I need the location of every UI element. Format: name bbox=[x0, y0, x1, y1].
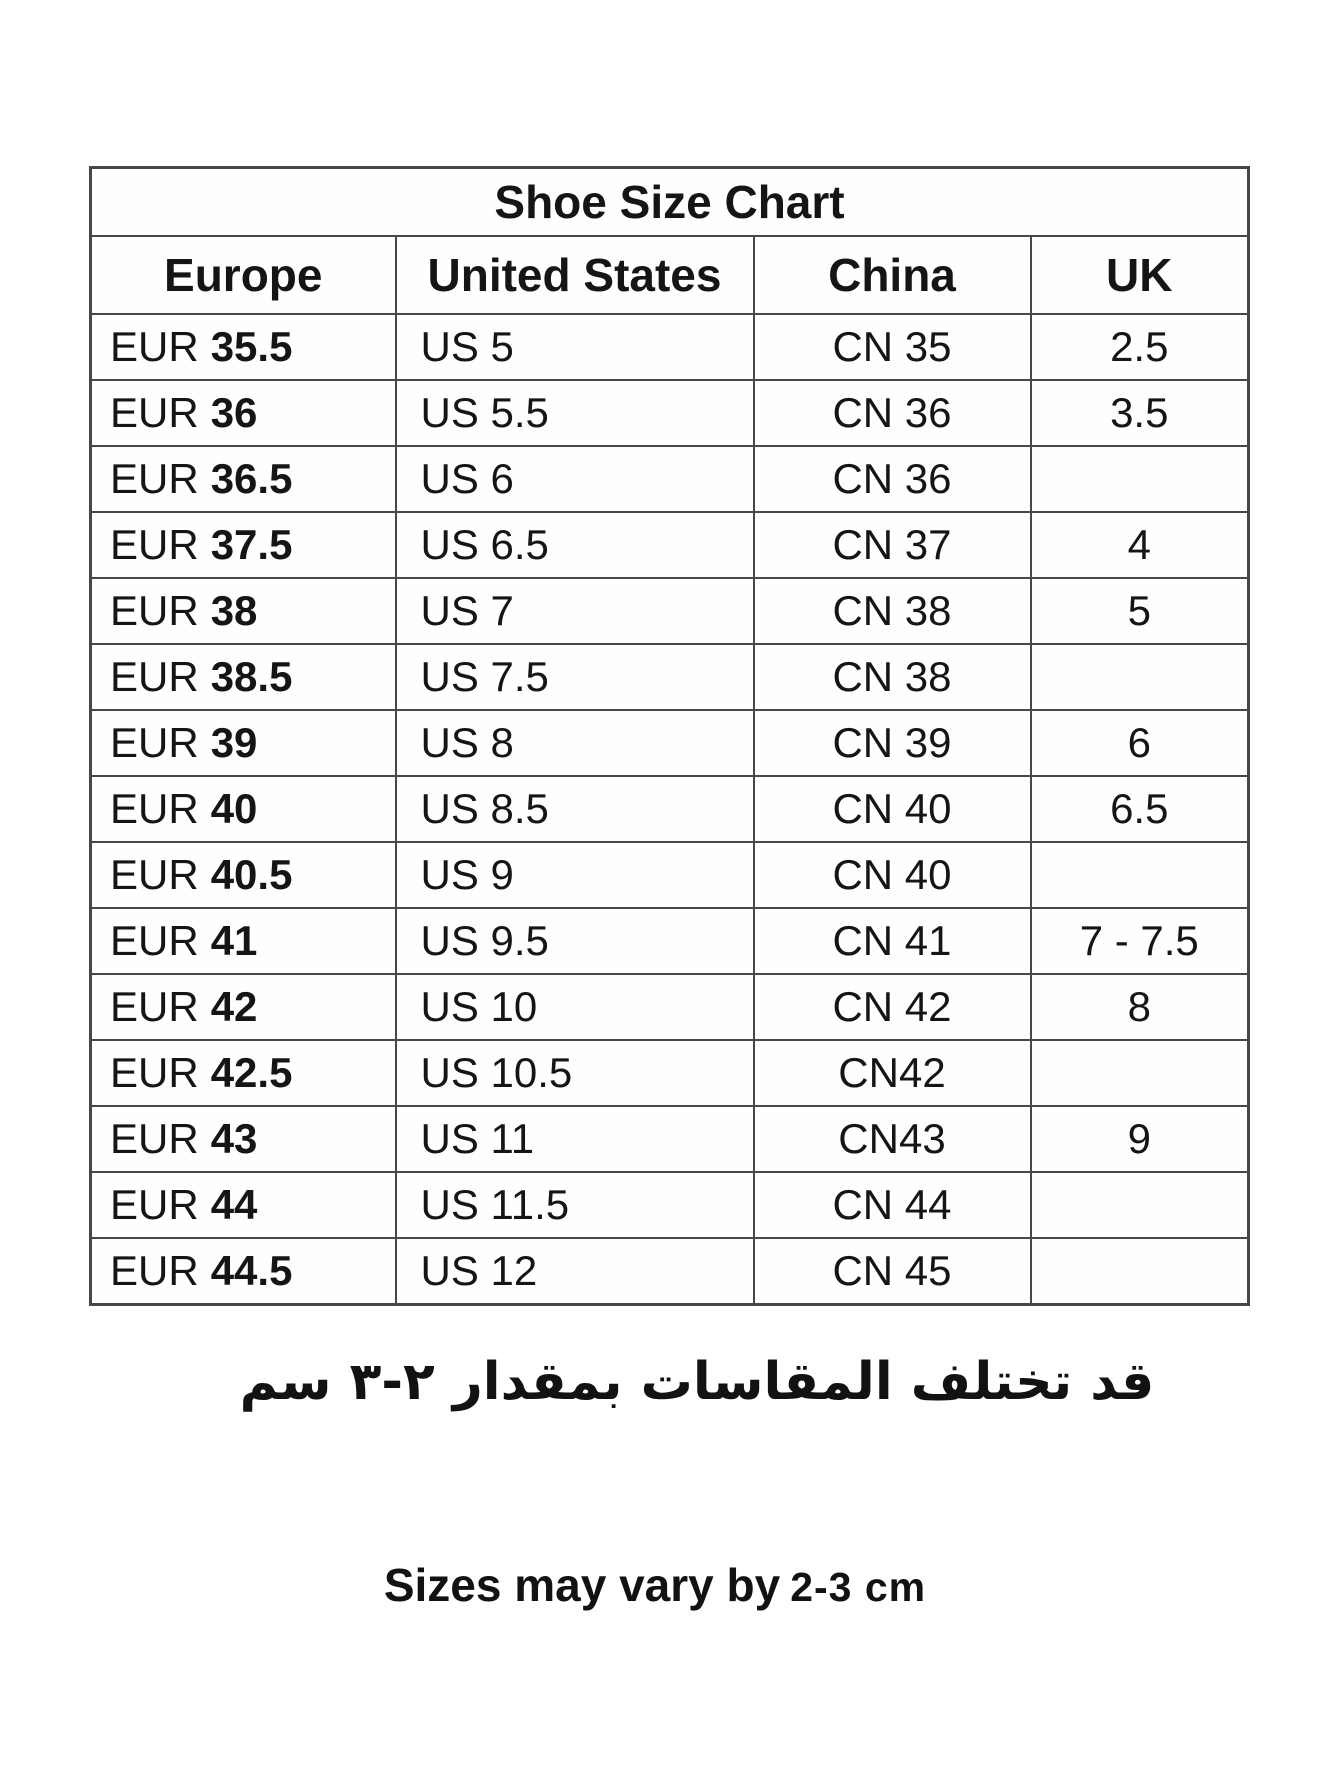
europe-size-value: 36 bbox=[210, 389, 258, 436]
europe-size-value: 44 bbox=[210, 1181, 258, 1228]
europe-size-value: 35.5 bbox=[210, 323, 293, 370]
note-english-value: 2-3 cm bbox=[790, 1564, 927, 1610]
table-row bbox=[91, 908, 1249, 974]
europe-size-value: 36.5 bbox=[210, 455, 293, 502]
table-row bbox=[91, 446, 1249, 512]
europe-size-cell bbox=[91, 380, 396, 446]
uk-size-cell: 2.5 bbox=[1031, 314, 1249, 380]
note-english-lead: Sizes may vary by bbox=[383, 1559, 781, 1611]
china-size-cell: CN 44 bbox=[754, 1172, 1031, 1238]
europe-size-value: 40.5 bbox=[210, 851, 293, 898]
europe-size-cell bbox=[91, 314, 396, 380]
us-size-cell: US 7.5 bbox=[396, 644, 754, 710]
uk-size-cell bbox=[1031, 842, 1249, 908]
europe-size-prefix: EUR bbox=[110, 917, 199, 964]
china-size-cell: CN 38 bbox=[754, 644, 1031, 710]
china-size-cell: CN 45 bbox=[754, 1238, 1031, 1305]
table-title: Shoe Size Chart bbox=[91, 168, 1249, 237]
europe-size-cell bbox=[91, 1106, 396, 1172]
europe-size-prefix: EUR bbox=[110, 521, 199, 568]
column-header-china: China bbox=[754, 236, 1031, 314]
europe-size-cell bbox=[91, 1172, 396, 1238]
us-size-cell: US 8.5 bbox=[396, 776, 754, 842]
shoe-size-table bbox=[89, 166, 1250, 1306]
table-header-row bbox=[91, 236, 1249, 314]
europe-size-prefix: EUR bbox=[110, 1247, 199, 1294]
table-row bbox=[91, 578, 1249, 644]
europe-size-prefix: EUR bbox=[110, 983, 199, 1030]
uk-size-cell bbox=[1031, 446, 1249, 512]
table-row bbox=[91, 776, 1249, 842]
table-row bbox=[91, 512, 1249, 578]
china-size-cell: CN 38 bbox=[754, 578, 1031, 644]
us-size-cell: US 11.5 bbox=[396, 1172, 754, 1238]
table-row bbox=[91, 380, 1249, 446]
europe-size-value: 43 bbox=[210, 1115, 258, 1162]
table-row bbox=[91, 1172, 1249, 1238]
us-size-cell: US 6.5 bbox=[396, 512, 754, 578]
table-row bbox=[91, 1106, 1249, 1172]
us-size-cell: US 8 bbox=[396, 710, 754, 776]
europe-size-value: 42 bbox=[210, 983, 258, 1030]
china-size-cell: CN 41 bbox=[754, 908, 1031, 974]
us-size-cell: US 11 bbox=[396, 1106, 754, 1172]
table-row bbox=[91, 1238, 1249, 1305]
europe-size-cell bbox=[91, 776, 396, 842]
europe-size-prefix: EUR bbox=[110, 455, 199, 502]
note-english bbox=[0, 1558, 1325, 1612]
europe-size-cell bbox=[91, 644, 396, 710]
uk-size-cell bbox=[1031, 1040, 1249, 1106]
table-title-row bbox=[91, 168, 1249, 237]
china-size-cell: CN 36 bbox=[754, 380, 1031, 446]
china-size-cell: CN 35 bbox=[754, 314, 1031, 380]
us-size-cell: US 12 bbox=[396, 1238, 754, 1305]
china-size-cell: CN 37 bbox=[754, 512, 1031, 578]
china-size-cell: CN43 bbox=[754, 1106, 1031, 1172]
china-size-cell: CN 40 bbox=[754, 842, 1031, 908]
europe-size-prefix: EUR bbox=[110, 653, 199, 700]
europe-size-cell bbox=[91, 578, 396, 644]
europe-size-value: 42.5 bbox=[210, 1049, 293, 1096]
europe-size-prefix: EUR bbox=[110, 323, 199, 370]
europe-size-value: 40 bbox=[210, 785, 258, 832]
europe-size-cell bbox=[91, 908, 396, 974]
uk-size-cell: 6 bbox=[1031, 710, 1249, 776]
size-table-body bbox=[91, 314, 1249, 1305]
table-row bbox=[91, 1040, 1249, 1106]
table-row bbox=[91, 644, 1249, 710]
uk-size-cell bbox=[1031, 1172, 1249, 1238]
us-size-cell: US 7 bbox=[396, 578, 754, 644]
europe-size-prefix: EUR bbox=[110, 389, 199, 436]
china-size-cell: CN42 bbox=[754, 1040, 1031, 1106]
europe-size-cell bbox=[91, 1238, 396, 1305]
us-size-cell: US 10.5 bbox=[396, 1040, 754, 1106]
us-size-cell: US 5.5 bbox=[396, 380, 754, 446]
table-row bbox=[91, 974, 1249, 1040]
table-row bbox=[91, 710, 1249, 776]
china-size-cell: CN 39 bbox=[754, 710, 1031, 776]
us-size-cell: US 5 bbox=[396, 314, 754, 380]
europe-size-value: 38.5 bbox=[210, 653, 293, 700]
europe-size-prefix: EUR bbox=[110, 1115, 199, 1162]
europe-size-cell bbox=[91, 1040, 396, 1106]
china-size-cell: CN 42 bbox=[754, 974, 1031, 1040]
uk-size-cell: 5 bbox=[1031, 578, 1249, 644]
column-header-united-states: United States bbox=[396, 236, 754, 314]
uk-size-cell bbox=[1031, 644, 1249, 710]
china-size-cell: CN 40 bbox=[754, 776, 1031, 842]
europe-size-value: 41 bbox=[210, 917, 258, 964]
table-row bbox=[91, 314, 1249, 380]
europe-size-cell bbox=[91, 974, 396, 1040]
uk-size-cell: 8 bbox=[1031, 974, 1249, 1040]
europe-size-prefix: EUR bbox=[110, 785, 199, 832]
europe-size-cell bbox=[91, 710, 396, 776]
europe-size-value: 37.5 bbox=[210, 521, 293, 568]
uk-size-cell: 6.5 bbox=[1031, 776, 1249, 842]
us-size-cell: US 10 bbox=[396, 974, 754, 1040]
note-arabic: قد تختلف المقاسات بمقدار ٢-٣ سم bbox=[239, 1352, 1155, 1412]
column-header-uk: UK bbox=[1031, 236, 1249, 314]
europe-size-cell bbox=[91, 842, 396, 908]
uk-size-cell: 9 bbox=[1031, 1106, 1249, 1172]
uk-size-cell: 7 - 7.5 bbox=[1031, 908, 1249, 974]
us-size-cell: US 9.5 bbox=[396, 908, 754, 974]
europe-size-prefix: EUR bbox=[110, 851, 199, 898]
table-row bbox=[91, 842, 1249, 908]
column-header-europe: Europe bbox=[91, 236, 396, 314]
uk-size-cell bbox=[1031, 1238, 1249, 1305]
europe-size-prefix: EUR bbox=[110, 1181, 199, 1228]
europe-size-value: 44.5 bbox=[210, 1247, 293, 1294]
uk-size-cell: 3.5 bbox=[1031, 380, 1249, 446]
uk-size-cell: 4 bbox=[1031, 512, 1249, 578]
us-size-cell: US 9 bbox=[396, 842, 754, 908]
europe-size-cell bbox=[91, 512, 396, 578]
europe-size-prefix: EUR bbox=[110, 719, 199, 766]
europe-size-prefix: EUR bbox=[110, 1049, 199, 1096]
europe-size-value: 39 bbox=[210, 719, 258, 766]
china-size-cell: CN 36 bbox=[754, 446, 1031, 512]
europe-size-value: 38 bbox=[210, 587, 258, 634]
europe-size-cell bbox=[91, 446, 396, 512]
europe-size-prefix: EUR bbox=[110, 587, 199, 634]
us-size-cell: US 6 bbox=[396, 446, 754, 512]
